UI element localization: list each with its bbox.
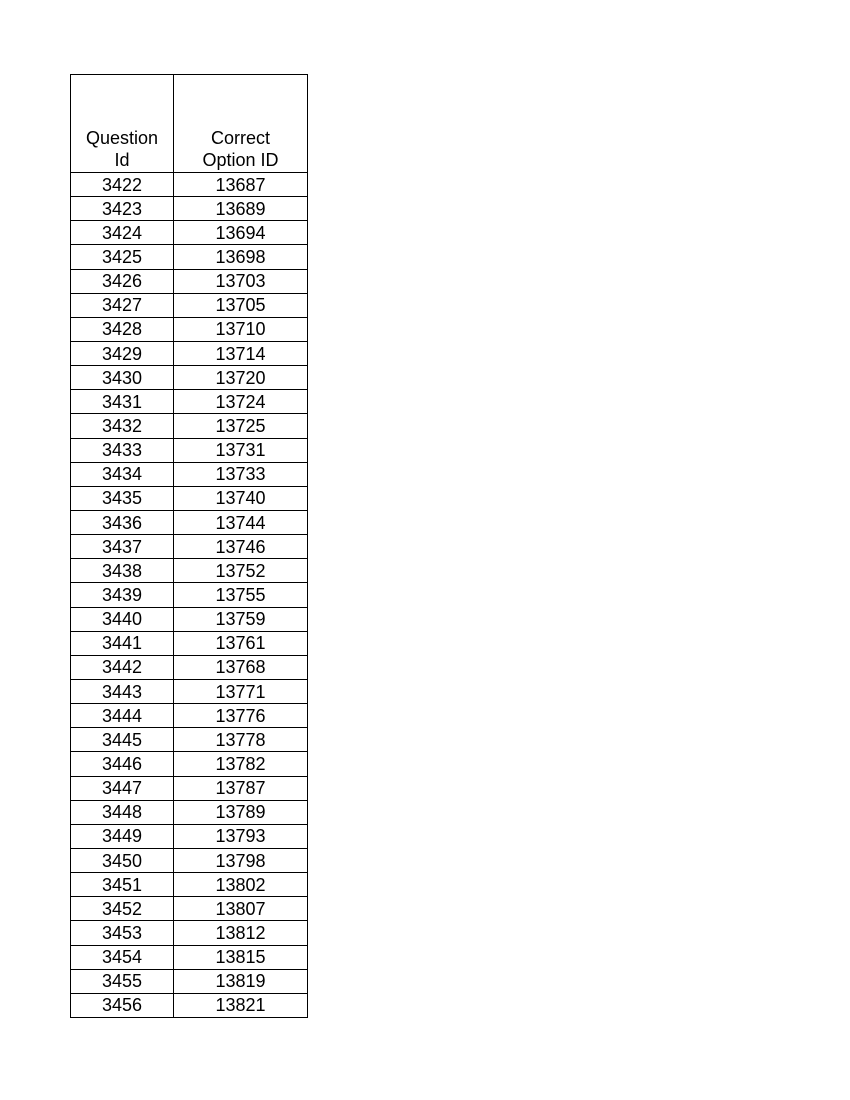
- correct-option-id-cell: 13793: [174, 824, 308, 848]
- correct-option-id-cell: 13733: [174, 462, 308, 486]
- question-id-cell: 3451: [71, 873, 174, 897]
- correct-option-id-cell: 13821: [174, 993, 308, 1017]
- table-row: [71, 873, 308, 897]
- table-row: [71, 776, 308, 800]
- table-row: [71, 269, 308, 293]
- table-row: [71, 221, 308, 245]
- correct-option-id-cell: 13759: [174, 607, 308, 631]
- correct-option-id-cell: 13705: [174, 293, 308, 317]
- correct-option-id-cell: 13725: [174, 414, 308, 438]
- question-id-cell: 3446: [71, 752, 174, 776]
- table-row: [71, 921, 308, 945]
- table-row: [71, 631, 308, 655]
- correct-option-id-cell: 13798: [174, 848, 308, 872]
- table-row: [71, 486, 308, 510]
- question-id-cell: 3422: [71, 173, 174, 197]
- question-id-cell: 3443: [71, 679, 174, 703]
- table-body: [71, 173, 308, 1018]
- correct-option-id-cell: 13746: [174, 535, 308, 559]
- question-id-cell: 3432: [71, 414, 174, 438]
- question-id-cell: 3445: [71, 728, 174, 752]
- question-id-cell: 3431: [71, 390, 174, 414]
- table-row: [71, 559, 308, 583]
- question-id-header: [71, 75, 174, 173]
- question-id-header-line-2: Id: [114, 150, 130, 170]
- table-row: [71, 800, 308, 824]
- question-id-cell: 3426: [71, 269, 174, 293]
- table-row: [71, 848, 308, 872]
- table-row: [71, 897, 308, 921]
- correct-option-id-cell: 13714: [174, 341, 308, 365]
- question-id-cell: 3437: [71, 535, 174, 559]
- question-id-cell: 3439: [71, 583, 174, 607]
- table-row: [71, 969, 308, 993]
- correct-option-id-cell: 13755: [174, 583, 308, 607]
- table-row: [71, 341, 308, 365]
- header-row: [71, 75, 308, 173]
- question-id-cell: 3454: [71, 945, 174, 969]
- correct-option-id-cell: 13740: [174, 486, 308, 510]
- question-id-cell: 3453: [71, 921, 174, 945]
- question-id-cell: 3429: [71, 341, 174, 365]
- question-id-cell: 3430: [71, 366, 174, 390]
- question-id-cell: 3441: [71, 631, 174, 655]
- table-row: [71, 728, 308, 752]
- correct-option-id-cell: 13782: [174, 752, 308, 776]
- correct-option-id-cell: 13776: [174, 704, 308, 728]
- question-id-cell: 3452: [71, 897, 174, 921]
- question-id-cell: 3448: [71, 800, 174, 824]
- correct-option-id-cell: 13789: [174, 800, 308, 824]
- question-id-cell: 3442: [71, 655, 174, 679]
- table-row: [71, 293, 308, 317]
- correct-option-id-header-line-1: Correct: [210, 128, 270, 148]
- table-row: [71, 462, 308, 486]
- table-row: [71, 390, 308, 414]
- question-id-header-line-1: Question: [85, 128, 159, 148]
- answer-key-table: [70, 74, 308, 1018]
- correct-option-id-cell: 13778: [174, 728, 308, 752]
- table-row: [71, 679, 308, 703]
- question-id-cell: 3449: [71, 824, 174, 848]
- correct-option-id-cell: 13815: [174, 945, 308, 969]
- correct-option-id-cell: 13689: [174, 197, 308, 221]
- table-header: [71, 75, 308, 173]
- table-row: [71, 414, 308, 438]
- table-row: [71, 173, 308, 197]
- question-id-cell: 3434: [71, 462, 174, 486]
- correct-option-id-cell: 13752: [174, 559, 308, 583]
- correct-option-id-cell: 13761: [174, 631, 308, 655]
- question-id-cell: 3424: [71, 221, 174, 245]
- question-id-cell: 3450: [71, 848, 174, 872]
- table-row: [71, 704, 308, 728]
- table-row: [71, 438, 308, 462]
- correct-option-id-cell: 13744: [174, 510, 308, 534]
- correct-option-id-cell: 13771: [174, 679, 308, 703]
- table-row: [71, 945, 308, 969]
- table-row: [71, 655, 308, 679]
- table-row: [71, 993, 308, 1017]
- question-id-cell: 3438: [71, 559, 174, 583]
- question-id-cell: 3433: [71, 438, 174, 462]
- question-id-cell: 3435: [71, 486, 174, 510]
- correct-option-id-cell: 13768: [174, 655, 308, 679]
- table-row: [71, 824, 308, 848]
- correct-option-id-cell: 13724: [174, 390, 308, 414]
- correct-option-id-cell: 13698: [174, 245, 308, 269]
- correct-option-id-cell: 13731: [174, 438, 308, 462]
- correct-option-id-cell: 13819: [174, 969, 308, 993]
- correct-option-id-header-line-2: Option ID: [202, 150, 279, 170]
- question-id-cell: 3440: [71, 607, 174, 631]
- question-id-cell: 3423: [71, 197, 174, 221]
- correct-option-id-cell: 13812: [174, 921, 308, 945]
- question-id-cell: 3455: [71, 969, 174, 993]
- table-row: [71, 535, 308, 559]
- correct-option-id-header: [174, 75, 308, 173]
- question-id-cell: 3447: [71, 776, 174, 800]
- table-row: [71, 366, 308, 390]
- correct-option-id-cell: 13694: [174, 221, 308, 245]
- question-id-cell: 3427: [71, 293, 174, 317]
- correct-option-id-cell: 13703: [174, 269, 308, 293]
- question-id-cell: 3456: [71, 993, 174, 1017]
- question-id-cell: 3428: [71, 317, 174, 341]
- correct-option-id-cell: 13720: [174, 366, 308, 390]
- table-row: [71, 317, 308, 341]
- table-row: [71, 607, 308, 631]
- table-row: [71, 752, 308, 776]
- question-id-cell: 3425: [71, 245, 174, 269]
- correct-option-id-cell: 13787: [174, 776, 308, 800]
- table-row: [71, 197, 308, 221]
- question-id-cell: 3436: [71, 510, 174, 534]
- correct-option-id-cell: 13802: [174, 873, 308, 897]
- question-id-cell: 3444: [71, 704, 174, 728]
- correct-option-id-cell: 13687: [174, 173, 308, 197]
- table-row: [71, 583, 308, 607]
- table-row: [71, 245, 308, 269]
- correct-option-id-cell: 13710: [174, 317, 308, 341]
- table-row: [71, 510, 308, 534]
- correct-option-id-cell: 13807: [174, 897, 308, 921]
